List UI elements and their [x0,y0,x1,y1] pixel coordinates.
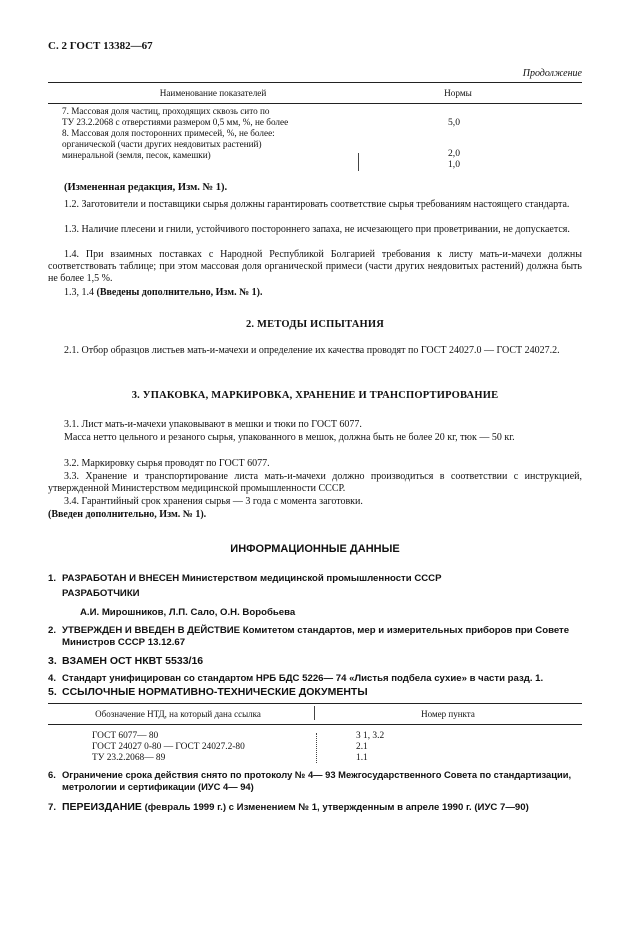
item-lead: ПЕРЕИЗДАНИЕ [62,801,142,813]
paragraph-3-4: 3.4. Гарантийный срок хранения сырья — 3 года с момента заготовки. [64,496,363,507]
amendment-note: (Измененная редакция, Изм. № 1). [64,182,228,193]
info-item-3 [48,655,203,668]
note-text: (Введены дополнительно, Изм. № 1). [96,287,263,298]
table-row [62,106,382,161]
refs-header-doc: Обозначение НТД, на который дана ссылка [95,709,261,719]
refs-table-top-rule [48,703,582,704]
item-text: Ограничение срока действия снято по протоколу № 4— 93 Межгосударственного Совета по стандартизации, метрологии и сертификации (ИУС 4— 94) [62,769,572,792]
table-row: 3 1, 3.2 [356,731,385,741]
refs-header-point: Номер пункта [421,709,475,719]
table-row: 1.1 [356,753,368,763]
table-column-tick [358,153,359,171]
item-number: 7. [48,802,57,813]
row-value: 2,0 [448,148,460,159]
info-item-1 [48,573,582,585]
item-text: Комитетом стандартов, мер и измерительных приборов при Совете Министров СССР 13.12.67 [62,625,570,648]
item-text: (февраль 1999 г.) с Изменением № 1, утвержденным в апреле 1990 г. (ИУС 7—90) [144,802,529,813]
info-item-2 [48,625,582,649]
item-number: 4. [48,673,57,684]
developers-label: РАЗРАБОТЧИКИ [62,588,140,599]
table-header-name: Наименование показателей [159,88,267,98]
info-title: ИНФОРМАЦИОННЫЕ ДАННЫЕ [230,543,400,555]
row-name-line: органической (части других неядовитых растений) [62,139,262,149]
item-number: 6. [48,769,56,780]
paragraph-3-1: 3.1. Лист мать-и-мачехи упаковывают в мешки и тюки по ГОСТ 6077. [64,419,362,430]
refs-docs [92,731,245,764]
row-value: 1,0 [448,159,460,170]
section-3-note: (Введен дополнительно, Изм. № 1). [48,509,207,520]
paragraph-1-3: 1.3. Наличие плесени и гнили, устойчивого постороннего запаха, не исчезающего при проветривании, не допускается. [64,224,570,235]
row-name-line: 8. Массовая доля посторонних примесей, %, не более: [62,128,275,138]
refs-points [356,731,384,764]
developers-names: А.И. Мирошников, Л.П. Сало, О.Н. Воробьева [80,607,296,618]
item-text: Стандарт унифицирован со стандартом НРБ БДС 5226— 74 «Листья подбела сухие» в части разд. 1. [62,673,544,684]
item-lead: РАЗРАБОТАН И ВНЕСЕН [62,573,180,584]
row-name-line: ТУ 23.2.2068 с отверстиями размером 0,5 мм, %, не более [62,117,289,127]
paragraph-2-1: 2.1. Отбор образцов листьев мать-и-мачехи и определение их качества проводят по ГОСТ 24027.0 — ГОСТ 24027.2. [64,345,560,356]
row-value: 5,0 [448,117,460,128]
paragraph-1-2: 1.2. Заготовители и поставщики сырья должны гарантировать соответствие сырья требованиям настоящего стандарта. [64,199,570,210]
note-prefix: 1.3, 1.4 [64,287,94,298]
paragraph-3-3: 3.3. Хранение и транспортирование листа мать-и-мачехи должно производиться в соответствии с инструкцией, утвержденной Министерством медицинской промышленности СССР. [48,471,582,495]
info-item-6 [48,769,582,793]
info-item-7 [48,801,582,814]
item-number: 1. [48,573,57,584]
refs-column-divider [316,733,317,763]
refs-header-rule [48,724,582,725]
paragraph-1-3-1-4-note [64,287,262,299]
section-2-title: 2. МЕТОДЫ ИСПЫТАНИЯ [245,319,385,330]
paragraph-3-2: 3.2. Маркировку сырья проводят по ГОСТ 6077. [64,458,270,469]
info-item-5 [48,686,368,699]
table-header-norms: Нормы [444,88,472,98]
item-number: 2. [48,625,57,636]
table-row: ТУ 23.2.2068— 89 [92,753,166,763]
item-text: ВЗАМЕН ОСТ НКВТ 5533/16 [62,655,204,667]
table-row: 2.1 [356,742,368,752]
item-text: ССЫЛОЧНЫЕ НОРМАТИВНО-ТЕХНИЧЕСКИЕ ДОКУМЕНТЫ [62,686,368,698]
page-header: С. 2 ГОСТ 13382—67 [48,40,153,52]
table-row: ГОСТ 6077— 80 [92,731,159,741]
item-text: Министерством медицинской промышленности СССР [181,573,442,584]
paragraph-1-4: 1.4. При взаимных поставках с Народной Республикой Болгарией требования к листу мать-и-мачехи должны соответствовать таблице; при этом массовая доля органической примеси (части других неядовитых растений) должна быть не более 1,5 %. [48,249,582,285]
table-header-rule [48,103,582,104]
row-name-line: минеральной (земля, песок, камешки) [62,150,211,160]
table-top-rule [48,82,582,83]
info-item-4 [48,673,582,685]
paragraph-3-1b: Масса нетто цельного и резаного сырья, упакованного в мешок, должна быть не более 20 кг, тюк — 50 кг. [64,432,515,443]
section-3-title: 3. УПАКОВКА, МАРКИРОВКА, ХРАНЕНИЕ И ТРАНСПОРТИРОВАНИЕ [131,390,499,401]
table-row: ГОСТ 24027 0-80 — ГОСТ 24027.2-80 [92,742,245,752]
item-lead: УТВЕРЖДЕН И ВВЕДЕН В ДЕЙСТВИЕ [62,625,241,636]
row-name-line: 7. Массовая доля частиц, проходящих сквозь сито по [62,106,270,116]
continuation-label: Продолжение [522,68,582,79]
item-number: 5. [48,686,57,698]
item-number: 3. [48,655,57,667]
